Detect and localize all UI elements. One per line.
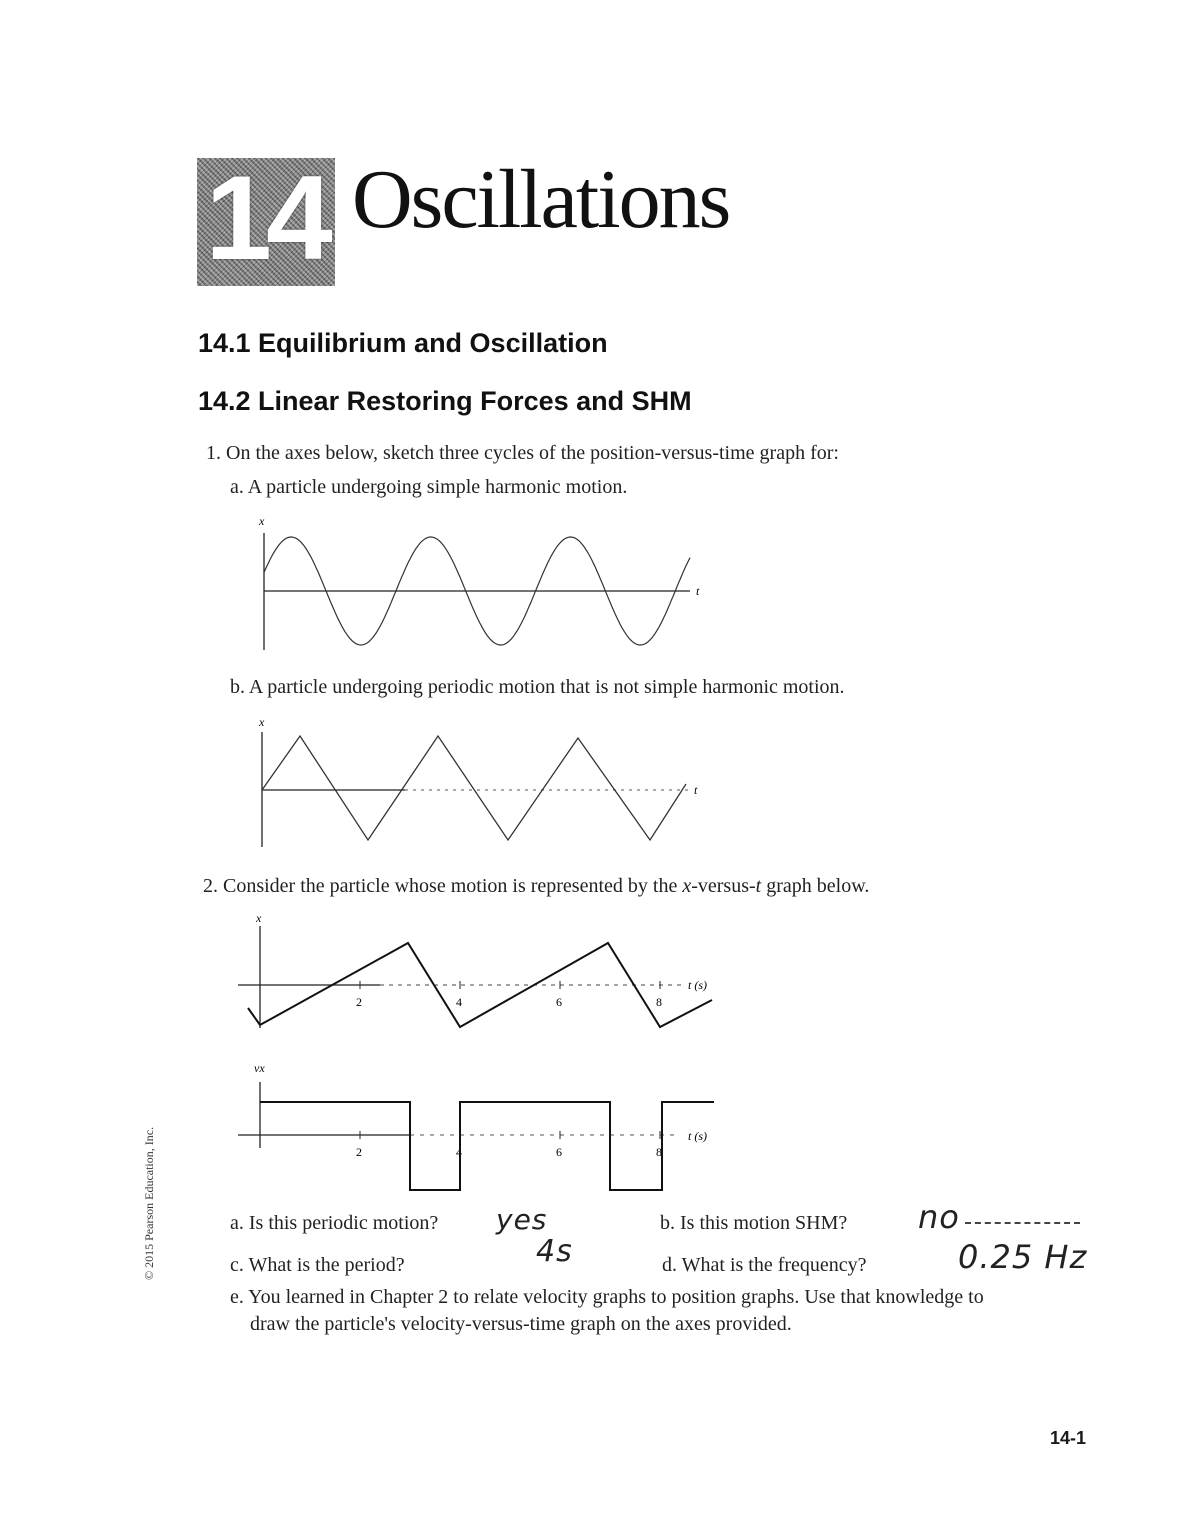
axis-label-t: t bbox=[694, 783, 698, 797]
tick-label-4: 4 bbox=[456, 1145, 462, 1159]
tick-label-4: 4 bbox=[456, 995, 462, 1009]
axis-label-t: t bbox=[696, 584, 700, 598]
triangle-sketch-graph bbox=[240, 712, 720, 857]
sine-sketch-graph bbox=[240, 505, 720, 660]
answer-2b: no bbox=[918, 1198, 960, 1236]
question-2c-prompt: c. What is the period? bbox=[230, 1254, 405, 1276]
tick-label-8: 8 bbox=[656, 995, 662, 1009]
answer-2d: 0.25 Hz bbox=[958, 1238, 1088, 1276]
copyright-notice: © 2015 Pearson Education, Inc. bbox=[142, 1126, 156, 1280]
question-2-prompt: 2. Consider the particle whose motion is represented by the x-versus-t graph below. bbox=[203, 875, 870, 897]
answer-2b-line bbox=[965, 1222, 1080, 1224]
question-2a-prompt: a. Is this periodic motion? bbox=[230, 1212, 439, 1234]
triangle-wave-sketch bbox=[262, 736, 686, 840]
tick-label-6: 6 bbox=[556, 995, 562, 1009]
chapter-title: Oscillations bbox=[352, 153, 730, 246]
y-axis-label: x bbox=[256, 911, 262, 925]
question-1a-prompt: a. A particle undergoing simple harmonic motion. bbox=[230, 476, 628, 498]
section-heading-14-1: 14.1 Equilibrium and Oscillation bbox=[198, 328, 608, 358]
tick-label-8: 8 bbox=[656, 1145, 662, 1159]
velocity-versus-time-graph bbox=[230, 1060, 730, 1200]
tick-label-6: 6 bbox=[556, 1145, 562, 1159]
question-2e-line-2: draw the particle's velocity-versus-time graph on the axes provided. bbox=[250, 1313, 792, 1335]
axis-label-x: x bbox=[259, 715, 265, 729]
t-axis-label: t (s) bbox=[688, 978, 707, 992]
question-1-prompt: 1. On the axes below, sketch three cycles of the position-versus-time graph for: bbox=[206, 442, 839, 464]
tick-label-2: 2 bbox=[356, 995, 362, 1009]
position-versus-time-graph bbox=[230, 910, 730, 1035]
chapter-number: 14 bbox=[205, 151, 327, 285]
velocity-curve bbox=[260, 1102, 714, 1190]
question-2d-prompt: d. What is the frequency? bbox=[662, 1254, 867, 1276]
page-number: 14-1 bbox=[1050, 1428, 1087, 1448]
tick-label-2: 2 bbox=[356, 1145, 362, 1159]
question-2b-prompt: b. Is this motion SHM? bbox=[660, 1212, 848, 1234]
axis-label-x: x bbox=[259, 514, 265, 528]
question-1b-prompt: b. A particle undergoing periodic motion that is not simple harmonic motion. bbox=[230, 676, 845, 698]
answer-2c: 4s bbox=[536, 1234, 573, 1269]
section-heading-14-2: 14.2 Linear Restoring Forces and SHM bbox=[198, 386, 692, 416]
answer-2a: yes bbox=[496, 1203, 548, 1236]
t-axis-label: t (s) bbox=[688, 1129, 707, 1143]
y-axis-label: vx bbox=[254, 1061, 265, 1075]
question-2e-line-1: e. You learned in Chapter 2 to relate velocity graphs to position graphs. Use that knowledge to bbox=[230, 1286, 984, 1308]
